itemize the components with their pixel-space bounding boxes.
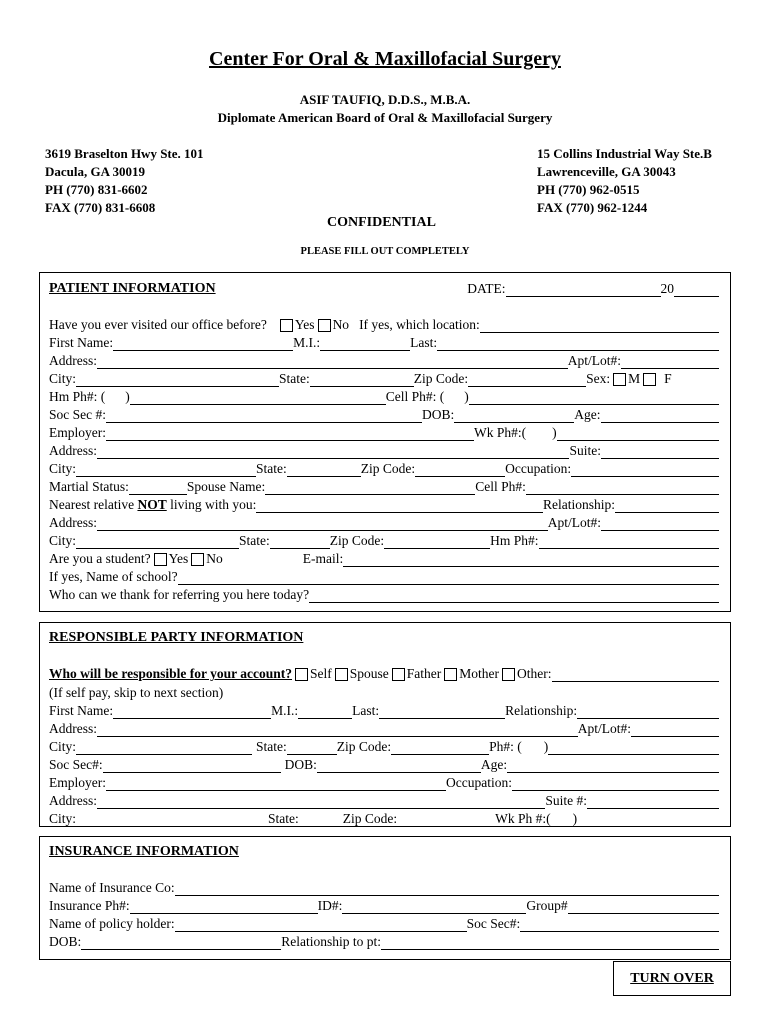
employer-city-row xyxy=(49,459,719,477)
other-checkbox[interactable] xyxy=(502,668,515,681)
visited-no-checkbox[interactable] xyxy=(318,319,331,332)
rp-suite-field[interactable] xyxy=(587,794,719,809)
marital-status-field[interactable] xyxy=(129,480,187,495)
employer-label: Employer: xyxy=(49,775,106,790)
dob-label: DOB: xyxy=(49,934,82,949)
self-label: Self xyxy=(310,666,332,681)
insurance-phone-row xyxy=(49,896,719,914)
rp-employer-field[interactable] xyxy=(106,776,446,791)
relationship-label: Relationship: xyxy=(543,497,615,512)
suite-field[interactable] xyxy=(601,444,719,459)
relationship-to-pt-field[interactable] xyxy=(381,935,719,950)
address-line: Lawrenceville, GA 30043 xyxy=(537,164,676,179)
rp-zip-field[interactable] xyxy=(391,740,489,755)
first-name-label: First Name: xyxy=(49,335,114,350)
rp-city-field[interactable] xyxy=(76,740,252,755)
spouse-label: Spouse xyxy=(349,666,389,681)
age-label: Age: xyxy=(574,407,601,422)
office-address-lawrenceville xyxy=(537,145,712,217)
paren-close: ) xyxy=(572,811,578,826)
which-location-field[interactable] xyxy=(480,318,719,333)
apt-label: Apt/Lot#: xyxy=(577,721,631,736)
city-row xyxy=(49,369,719,387)
relationship-label: Relationship to pt: xyxy=(281,934,382,949)
state-label: State: xyxy=(239,533,270,548)
state-label: State: xyxy=(279,371,310,386)
employer-field[interactable] xyxy=(106,426,474,441)
rp-address-field[interactable] xyxy=(97,722,578,737)
relative-city-row xyxy=(49,531,719,549)
id-field[interactable] xyxy=(342,899,526,914)
age-label: Age: xyxy=(480,757,508,772)
visited-yes-checkbox[interactable] xyxy=(280,319,293,332)
school-field[interactable] xyxy=(178,570,719,585)
referral-row xyxy=(49,585,719,603)
no-label: No xyxy=(206,551,223,566)
address-line: 3619 Braselton Hwy Ste. 101 xyxy=(45,146,204,161)
mother-checkbox[interactable] xyxy=(444,668,457,681)
spouse-cell-label: Cell Ph#: xyxy=(475,479,526,494)
visited-row xyxy=(49,315,719,333)
other-label: Other: xyxy=(517,666,552,681)
section-title: PATIENT INFORMATION xyxy=(49,281,216,296)
insurance-phone-field[interactable] xyxy=(130,899,318,914)
zip-field[interactable] xyxy=(468,372,586,387)
other-field[interactable] xyxy=(552,667,719,682)
board-certification: Diplomate American Board of Oral & Maxillofacial Surgery xyxy=(217,110,553,125)
home-phone-label: Hm Ph#: ( xyxy=(49,389,106,404)
fill-out-instruction: PLEASE FILL OUT COMPLETELY xyxy=(300,246,470,257)
zip-label: Zip Code: xyxy=(329,533,385,548)
f-label: F xyxy=(664,371,672,386)
suite-label: Suite #: xyxy=(545,793,587,808)
father-checkbox[interactable] xyxy=(392,668,405,681)
rp-state-field[interactable] xyxy=(287,740,337,755)
referral-field[interactable] xyxy=(309,588,719,603)
relative-state-field[interactable] xyxy=(270,534,330,549)
policy-holder-dob-row xyxy=(49,932,719,950)
year-prefix: 20 xyxy=(660,281,674,296)
city-field[interactable] xyxy=(76,372,279,387)
address-label: Address: xyxy=(49,353,97,368)
rp-address-row xyxy=(49,719,719,737)
rp-soc-sec-field[interactable] xyxy=(103,758,281,773)
relative-city-field[interactable] xyxy=(76,534,239,549)
student-no-checkbox[interactable] xyxy=(191,553,204,566)
marital-row xyxy=(49,477,719,495)
address-label: Address: xyxy=(49,721,97,736)
date-label: DATE: xyxy=(467,281,506,296)
rp-relationship-field[interactable] xyxy=(577,704,719,719)
address-row xyxy=(49,351,719,369)
occupation-field[interactable] xyxy=(571,462,719,477)
rp-occupation-field[interactable] xyxy=(512,776,719,791)
phone-row xyxy=(49,387,719,405)
id-label: ID#: xyxy=(317,898,343,913)
section-title: RESPONSIBLE PARTY INFORMATION xyxy=(49,630,304,645)
referral-label: Who can we thank for referring you here today? xyxy=(49,587,310,602)
school-label: If yes, Name of school? xyxy=(49,569,178,584)
sex-label: Sex: xyxy=(586,371,611,386)
city-label: City: xyxy=(49,811,77,826)
student-yes-checkbox[interactable] xyxy=(154,553,167,566)
state-field[interactable] xyxy=(310,372,414,387)
relationship-field[interactable] xyxy=(615,498,719,513)
last-name-field[interactable] xyxy=(437,336,719,351)
email-label: E-mail: xyxy=(302,551,344,566)
relative-address-field[interactable] xyxy=(97,516,548,531)
nearest-relative-row xyxy=(49,495,719,513)
paren-close: ) xyxy=(464,389,469,404)
rp-city-row xyxy=(49,737,719,755)
group-label: Group# xyxy=(526,898,568,913)
rp-dob-field[interactable] xyxy=(317,758,481,773)
rp-employer-address-field[interactable] xyxy=(97,794,545,809)
email-field[interactable] xyxy=(343,552,719,567)
employer-zip-field[interactable] xyxy=(415,462,505,477)
rp-mi-field[interactable] xyxy=(298,704,352,719)
insurance-phone-label: Insurance Ph#: xyxy=(49,898,130,913)
marital-status-label: Martial Status: xyxy=(49,479,129,494)
nearest-relative-label-post: living with you: xyxy=(166,497,257,512)
rp-employer-address-row xyxy=(49,791,719,809)
soc-sec-label: Soc Sec #: xyxy=(49,407,106,422)
work-phone-field[interactable] xyxy=(557,426,719,441)
paren-close: ) xyxy=(543,739,549,754)
sex-f-checkbox[interactable] xyxy=(643,373,656,386)
state-label: State: xyxy=(268,811,299,826)
yes-label: Yes xyxy=(294,317,315,332)
relative-zip-field[interactable] xyxy=(384,534,490,549)
city-label: City: xyxy=(49,533,77,548)
cell-phone-field[interactable] xyxy=(469,390,719,405)
mother-label: Mother xyxy=(459,666,500,681)
m-label: M xyxy=(628,371,641,386)
student-question: Are you a student? xyxy=(49,551,151,566)
apt-label: Apt/Lot#: xyxy=(547,515,601,530)
zip-label: Zip Code: xyxy=(336,739,392,754)
policy-holder-field[interactable] xyxy=(175,917,467,932)
age-field[interactable] xyxy=(601,408,719,423)
form-title: Center For Oral & Maxillofacial Surgery xyxy=(209,48,561,70)
spouse-cell-field[interactable] xyxy=(526,480,719,495)
no-label: No xyxy=(332,317,350,332)
rp-last-name-field[interactable] xyxy=(379,704,505,719)
employer-state-field[interactable] xyxy=(287,462,361,477)
work-phone-label: Wk Ph #:( xyxy=(495,811,551,826)
paren-close: ) xyxy=(552,425,557,440)
patient-header-row xyxy=(49,279,719,297)
responsible-header-row xyxy=(49,628,719,646)
employer-city-field[interactable] xyxy=(76,462,256,477)
zip-label: Zip Code: xyxy=(342,811,398,826)
ssn-row xyxy=(49,405,719,423)
employer-address-field[interactable] xyxy=(97,444,569,459)
student-row xyxy=(49,549,719,567)
rp-employer-city-row xyxy=(49,809,719,827)
first-name-field[interactable] xyxy=(113,336,293,351)
nearest-relative-field[interactable] xyxy=(256,498,543,513)
turn-over-label: TURN OVER xyxy=(630,970,714,986)
spouse-checkbox[interactable] xyxy=(335,668,348,681)
dob-label: DOB: xyxy=(422,407,455,422)
office-address-dacula xyxy=(45,145,204,217)
group-field[interactable] xyxy=(568,899,719,914)
school-row xyxy=(49,567,719,585)
cell-phone-label: Cell Ph#: ( xyxy=(385,389,445,404)
rp-name-row xyxy=(49,701,719,719)
policy-holder-soc-sec-field[interactable] xyxy=(520,917,719,932)
first-name-label: First Name: xyxy=(49,703,114,718)
which-location-label: If yes, which location: xyxy=(359,317,480,332)
rp-phone-field[interactable] xyxy=(548,740,719,755)
mi-label: M.I.: xyxy=(293,335,321,350)
insurance-company-field[interactable] xyxy=(175,881,719,896)
relative-address-row xyxy=(49,513,719,531)
rp-first-name-field[interactable] xyxy=(113,704,271,719)
self-checkbox[interactable] xyxy=(295,668,308,681)
address-line: Dacula, GA 30019 xyxy=(45,164,146,179)
sex-m-checkbox[interactable] xyxy=(613,373,626,386)
dob-label: DOB: xyxy=(284,757,317,772)
relationship-label: Relationship: xyxy=(505,703,578,718)
relative-apt-field[interactable] xyxy=(601,516,719,531)
section-title: INSURANCE INFORMATION xyxy=(49,844,239,859)
year-field[interactable] xyxy=(674,282,719,297)
occupation-label: Occupation: xyxy=(505,461,572,476)
fax-line: FAX (770) 831-6608 xyxy=(45,200,156,215)
city-label: City: xyxy=(49,371,77,386)
who-responsible-row xyxy=(49,664,719,682)
address-label: Address: xyxy=(49,443,97,458)
work-phone-label: Wk Ph#:( xyxy=(474,425,527,440)
insurance-header-row xyxy=(49,842,719,860)
zip-label: Zip Code: xyxy=(360,461,416,476)
phone-line: PH (770) 962-0515 xyxy=(537,182,640,197)
address-field[interactable] xyxy=(97,354,568,369)
nearest-relative-not: NOT xyxy=(137,497,167,512)
city-label: City: xyxy=(49,461,77,476)
soc-sec-label: Soc Sec#: xyxy=(466,916,521,931)
paren-close: ) xyxy=(125,389,130,404)
employer-address-row xyxy=(49,441,719,459)
policy-holder-label: Name of policy holder: xyxy=(49,916,175,931)
state-label: State: xyxy=(256,461,287,476)
phone-label: Ph#: ( xyxy=(489,739,522,754)
relative-home-phone-field[interactable] xyxy=(539,534,719,549)
last-name-label: Last: xyxy=(352,703,380,718)
nearest-relative-label-pre: Nearest relative xyxy=(49,497,138,512)
name-row xyxy=(49,333,719,351)
policy-holder-dob-field[interactable] xyxy=(81,935,281,950)
soc-sec-field[interactable] xyxy=(106,408,422,423)
turn-over-box xyxy=(613,961,731,996)
date-field[interactable] xyxy=(506,282,661,297)
rp-apt-field[interactable] xyxy=(631,722,719,737)
mi-label: M.I.: xyxy=(271,703,299,718)
address-label: Address: xyxy=(49,515,97,530)
self-pay-note-row xyxy=(49,683,719,701)
home-phone-label: Hm Ph#: xyxy=(490,533,539,548)
suite-label: Suite: xyxy=(569,443,601,458)
mi-field[interactable] xyxy=(320,336,410,351)
who-responsible-question: Who will be responsible for your account? xyxy=(49,666,293,681)
apt-label: Apt/Lot#: xyxy=(567,353,621,368)
doctor-name: ASIF TAUFIQ, D.D.S., M.B.A. xyxy=(299,92,471,107)
insurance-company-label: Name of Insurance Co: xyxy=(49,880,175,895)
employer-label: Employer: xyxy=(49,425,106,440)
address-line: 15 Collins Industrial Way Ste.B xyxy=(537,146,712,161)
occupation-label: Occupation: xyxy=(446,775,512,790)
zip-label: Zip Code: xyxy=(413,371,469,386)
dob-field[interactable] xyxy=(454,408,574,423)
visited-question: Have you ever visited our office before? xyxy=(49,317,267,332)
father-label: Father xyxy=(406,666,442,681)
self-pay-note: (If self pay, skip to next section) xyxy=(49,685,224,700)
phone-line: PH (770) 831-6602 xyxy=(45,182,148,197)
last-name-label: Last: xyxy=(410,335,438,350)
home-phone-field[interactable] xyxy=(130,390,386,405)
spouse-name-label: Spouse Name: xyxy=(186,479,266,494)
employer-row xyxy=(49,423,719,441)
soc-sec-label: Soc Sec#: xyxy=(49,757,103,772)
apt-field[interactable] xyxy=(621,354,719,369)
yes-label: Yes xyxy=(168,551,189,566)
state-label: State: xyxy=(256,739,287,754)
confidential-label: CONFIDENTIAL xyxy=(327,215,436,230)
address-label: Address: xyxy=(49,793,97,808)
rp-employer-row xyxy=(49,773,719,791)
rp-age-field[interactable] xyxy=(507,758,719,773)
policy-holder-row xyxy=(49,914,719,932)
spouse-name-field[interactable] xyxy=(265,480,475,495)
city-label: City: xyxy=(49,739,77,754)
rp-ssn-row xyxy=(49,755,719,773)
fax-line: FAX (770) 962-1244 xyxy=(537,200,648,215)
insurance-company-row xyxy=(49,878,719,896)
